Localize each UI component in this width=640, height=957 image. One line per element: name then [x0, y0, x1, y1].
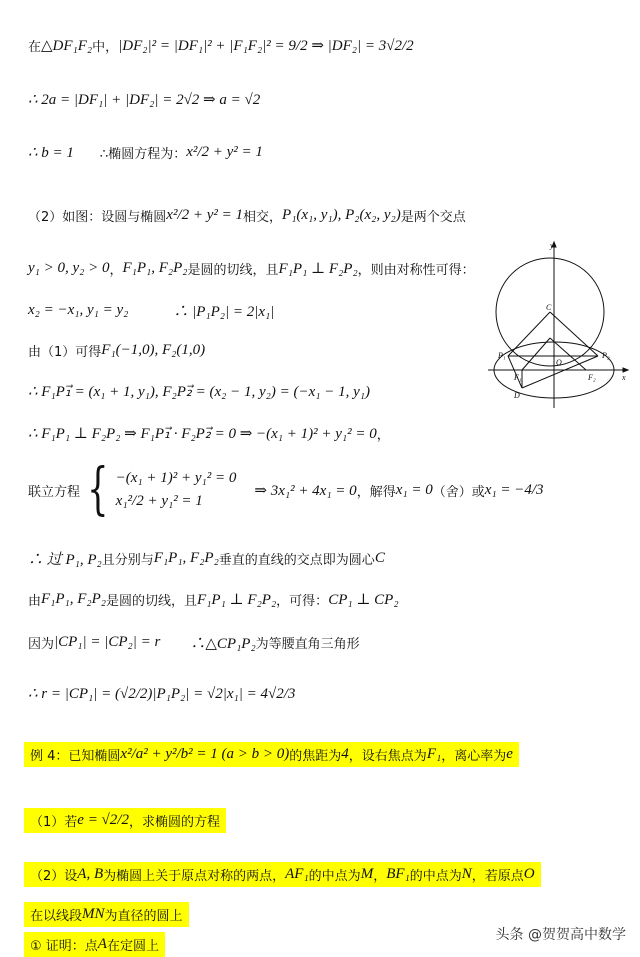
segment: 由（1）可得 [28, 345, 102, 360]
segment: F₁(−1,0), F₂(1,0) [101, 342, 206, 358]
label-p1: P₁ [498, 351, 506, 360]
x-axis-arrow [623, 368, 628, 372]
segment: 且分别与 [101, 553, 154, 568]
reject-text: （舍）或 [432, 484, 485, 500]
segment: ∴ 过 P₁, P₂ [28, 552, 102, 568]
segment: △DF₁F₂ [41, 38, 93, 54]
system-prefix: 联立方程 [28, 484, 81, 500]
segment: ∴ F₁P₁⃗ = (x₁ + 1, y₁), F₂P₂⃗ = (x₂ − 1, y₂) = (−x₁ − 1, y₁) [28, 384, 370, 400]
brace-symbol: { [87, 457, 109, 522]
solve-text: ，解得 [356, 484, 396, 500]
segment: 为直径的圆上 [104, 909, 183, 924]
segment: F₁ [426, 746, 442, 762]
segment-cp1 [508, 312, 550, 356]
system-rows [116, 470, 237, 510]
segment: A [97, 936, 107, 952]
example-4-part-2-cont [24, 902, 189, 927]
text-line-13 [28, 632, 360, 653]
segment: 垂直的直线的交点即为圆心 [218, 553, 375, 568]
solution-1: x₁ = 0 [395, 481, 433, 498]
segment: F₁P₁, F₂P₂ [41, 591, 107, 607]
system-row-1: −(x₁ + 1)² + y₁² = 0 [115, 470, 237, 486]
watermark: 头条 @贺贺高中数学 [495, 927, 626, 943]
segment: ∴ b = 1 [28, 145, 74, 161]
segment: x²/2 + y² = 1 [186, 144, 263, 160]
segment: e = √2/2 [77, 812, 129, 828]
label-o: O [556, 358, 562, 367]
segment: 在 [28, 40, 42, 55]
segment: BF₁ [386, 866, 410, 882]
segment: 为椭圆上关于原点对称的两点， [103, 869, 286, 884]
segment: ， [373, 869, 387, 884]
segment: e [506, 746, 513, 762]
segment: ∴椭圆方程为： [73, 147, 187, 162]
system-result: ⇒ 3x₁² + 4x₁ = 0 [254, 482, 357, 499]
segment: ，求椭圆的方程 [128, 815, 220, 830]
segment: ∴ F₁P₁ ⊥ F₂P₂ ⇒ F₁P₁⃗ · F₂P₂⃗ = 0 ⇒ −(x₁ + 1)² + y₁² = 0 [28, 426, 377, 442]
segment: MN [82, 906, 105, 922]
system-row-2: x₁²/2 + y₁² = 1 [115, 493, 203, 509]
segment: 是圆的切线，且 [187, 263, 279, 278]
text-line-11 [28, 548, 385, 569]
label-y: y [550, 241, 554, 250]
example-4-part-1 [24, 808, 226, 833]
segment: 在定圆上 [106, 939, 159, 954]
text-line-2 [28, 90, 260, 109]
segment: ∴ |P₁P₂| = 2|x₁| [128, 304, 275, 320]
text-line-12 [28, 590, 399, 609]
segment: ∴ r = |CP₁| = (√2/2)|P₁P₂| = √2|x₁| = 4√2/3 [28, 686, 296, 702]
system-line [28, 457, 544, 522]
text-line-7 [28, 341, 205, 360]
segment: M [360, 866, 374, 882]
segment: |CP₁| = |CP₂| = r [54, 634, 161, 650]
text-line-3 [28, 143, 263, 162]
segment-p1-d [508, 356, 522, 388]
segment: x²/a² + y²/b² = 1 (a > b > 0) [120, 746, 290, 762]
label-f2: F₂ [588, 373, 596, 382]
segment: AF₁ [285, 866, 309, 882]
segment: ，可得： [276, 594, 329, 609]
segment: ， [109, 263, 123, 278]
segment: 是圆的切线，且 [106, 594, 198, 609]
segment: 的焦距为 [289, 749, 342, 764]
segment: CP₁ ⊥ CP₂ [328, 592, 399, 608]
label-f1: F₁ [514, 373, 522, 382]
label-x: x [622, 373, 626, 382]
segment: 的中点为 [308, 869, 361, 884]
segment: F₁P₁ ⊥ F₂P₂ [197, 592, 277, 608]
segment: 是两个交点 [400, 210, 466, 225]
segment: y₁ > 0, y₂ > 0 [28, 260, 110, 276]
solution-2: x₁ = −4/3 [484, 481, 544, 498]
segment: P₁(x₁, y₁), P₂(x₂, y₂) [282, 207, 401, 223]
segment: x²/2 + y² = 1 [166, 207, 244, 223]
segment: （2）如图：设圆与椭圆 [28, 210, 167, 225]
segment: F₁P₁, F₂P₂ [122, 260, 188, 276]
segment: 中， [92, 40, 119, 55]
segment: ∴ 2a = |DF₁| + |DF₂| = 2√2 ⇒ a = √2 [28, 92, 261, 108]
text-line-5 [28, 259, 475, 278]
segment: F₁P₁ ⊥ F₂P₂ [278, 261, 358, 277]
segment: 因为 [28, 637, 55, 652]
label-c: C [546, 303, 552, 312]
segment: ，则由对称性可得： [357, 263, 475, 278]
example-4-part-2 [24, 862, 541, 887]
segment: 相交， [243, 210, 283, 225]
label-d: D [514, 391, 520, 400]
example-4-proof-1 [24, 932, 165, 957]
segment: ，若原点 [471, 869, 524, 884]
segment: （1）若 [30, 815, 78, 830]
text-line-9 [28, 424, 390, 443]
equation-system [80, 457, 237, 522]
segment: ，设右焦点为 [348, 749, 427, 764]
example-4-statement [24, 742, 519, 767]
ellipse-circle-figure [484, 238, 632, 410]
segment: 的中点为 [409, 869, 462, 884]
segment: 4 [341, 746, 349, 762]
segment: A, B [77, 866, 104, 882]
segment: （2）设 [30, 869, 78, 884]
text-line-1 [28, 36, 414, 55]
label-p2: P₂ [602, 351, 610, 360]
segment: C [374, 550, 385, 566]
segment: x₂ = −x₁, y₁ = y₂ [28, 302, 129, 318]
text-line-14 [28, 684, 295, 703]
text-line-6 [28, 300, 274, 321]
text-line-8 [28, 382, 370, 401]
segment: ，离心率为 [441, 749, 507, 764]
segment: 例 4：已知椭圆 [30, 749, 121, 764]
segment: ∴△CP₁P₂ [160, 636, 256, 652]
segment: 为等腰直角三角形 [255, 637, 360, 652]
segment: F₁P₁, F₂P₂ [153, 550, 219, 566]
segment: ① 证明：点 [30, 939, 98, 954]
segment-cp2 [550, 312, 598, 356]
text-line-4 [28, 206, 466, 225]
segment: O [523, 866, 535, 882]
segment: 由 [28, 594, 42, 609]
segment: N [461, 866, 472, 882]
segment: 在以线段 [30, 909, 83, 924]
segment: ， [376, 428, 390, 443]
segment: |DF₂|² = |DF₁|² + |F₁F₂|² = 9/2 ⇒ |DF₂| = 3√2/2 [118, 38, 414, 54]
